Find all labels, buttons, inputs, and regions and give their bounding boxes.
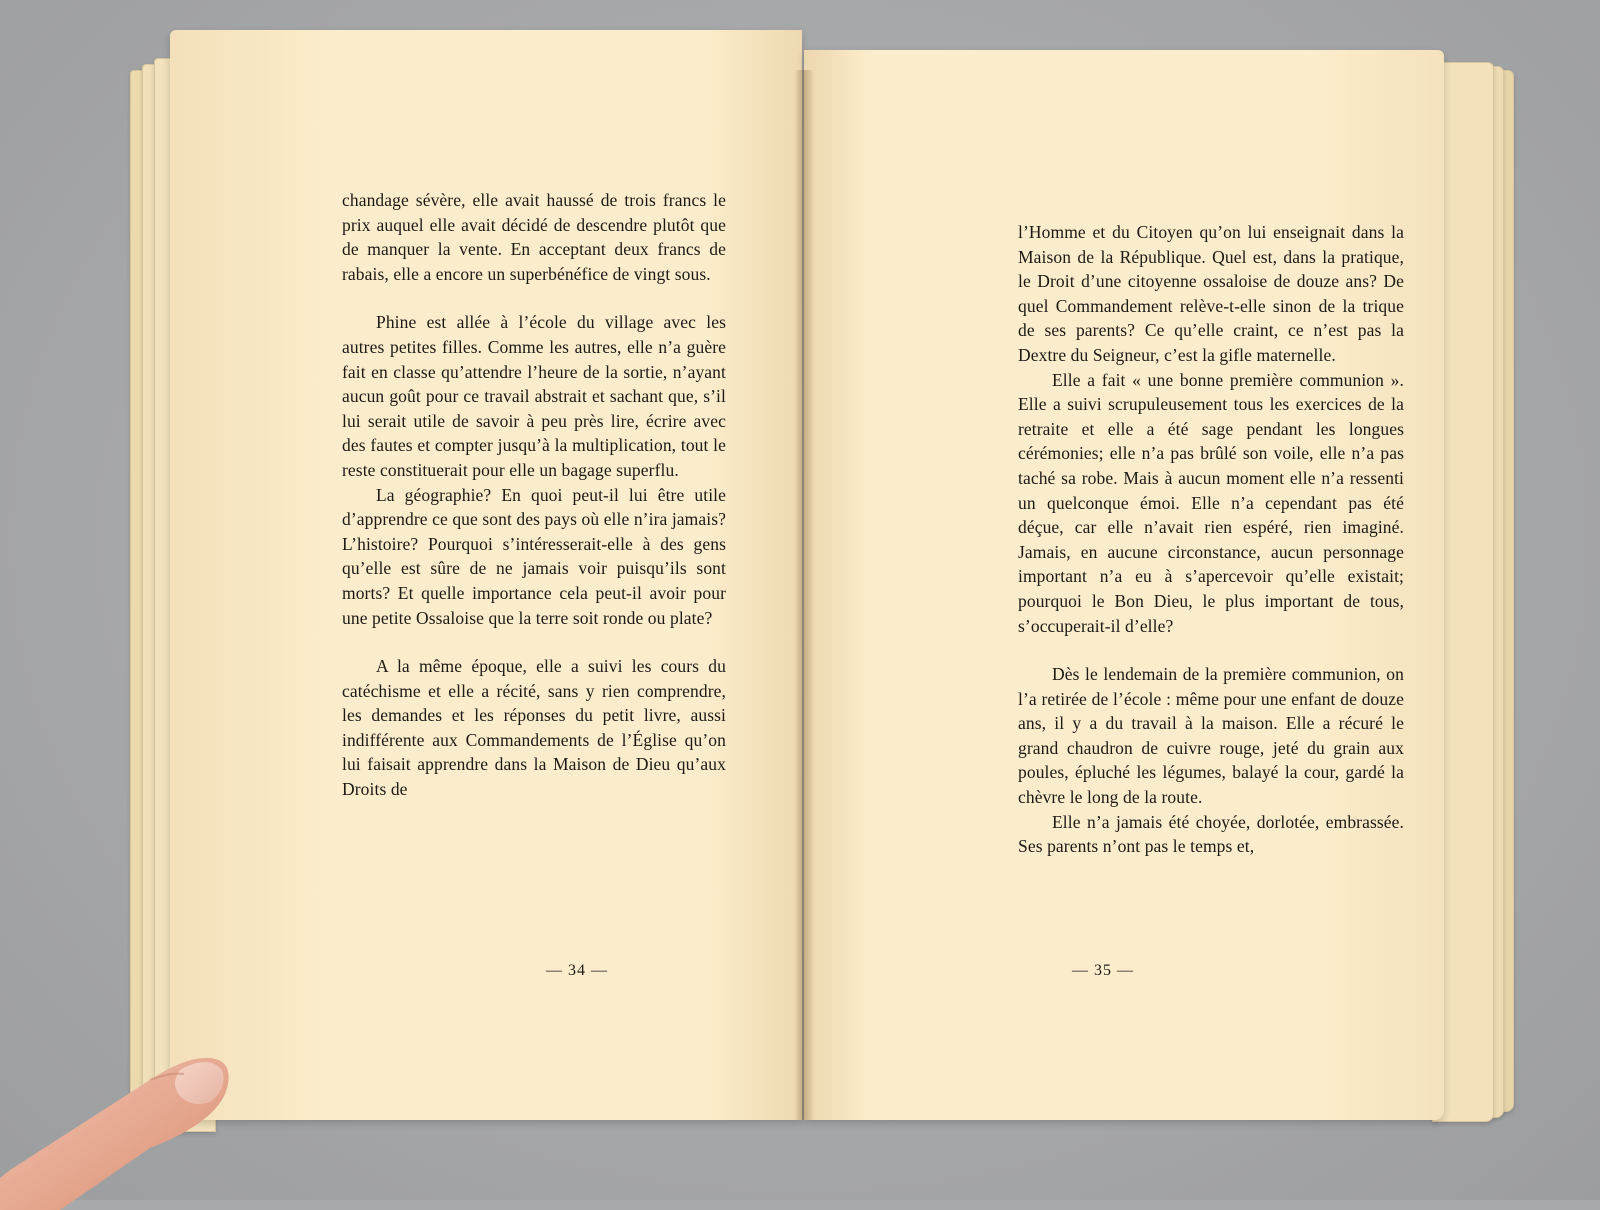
right-page	[804, 50, 1444, 1120]
open-book	[120, 30, 1520, 1140]
left-page-text	[342, 188, 726, 802]
paragraph: l’Homme et du Citoyen qu’on lui enseignait dans la Maison de la République. Quel est, dans la pratique, le Droit d’une citoyenne ossaloise de douze ans? De quel Commandement relève-t-elle sinon de la trique de ses parents? Ce qu’elle craint, ce n’est pas la Dextre du Seigneur, c’est la gifle maternelle.	[1018, 222, 1404, 365]
paragraph: Phine est allée à l’école du village avec les autres petites filles. Comme les autres, elle n’a guère fait en classe qu’attendre l’heure de la sortie, n’ayant aucun goût pour ce travail abstrait et sachant que, s’il lui serait utile de savoir à peu près lire, écrire avec des fautes et compter jusqu’à la multiplication, tout le reste constituerait pour elle un bagage superflu.	[342, 312, 726, 480]
thumb-photo	[0, 1010, 240, 1210]
paragraph: A la même époque, elle a suivi les cours du catéchisme et elle a récité, sans y rien comprendre, les demandes et les réponses du petit livre, aussi indifférente aux Commandements de l’Église qu’on lui faisait apprendre dans la Maison de Dieu qu’aux Droits de	[342, 656, 726, 800]
book-gutter	[794, 70, 814, 1120]
paragraph: Elle a fait « une bonne première communion ». Elle a suivi scrupuleusement tous les exercices de la retraite et elle a été sage pendant les longues cérémonies; elle n’a pas brûlé son voile, elle n’a pas taché sa robe. Mais à aucun moment elle n’a ressenti un quelconque émoi. Elle n’a cependant pas été déçue, car elle n’avait rien espéré, rien imaginé. Jamais, en aucune circonstance, aucun personnage important n’a eu à s’apercevoir qu’elle existait; pourquoi le Bon Dieu, le plus important de tous, s’occuperait-il d’elle?	[1018, 369, 1404, 636]
paragraph: chandage sévère, elle avait haussé de trois francs le prix auquel elle avait décidé de descendre plutôt que de manquer la vente. En acceptant deux francs de rabais, elle a encore un superbénéfice de vingt sous.	[342, 190, 726, 284]
paragraph: Elle n’a jamais été choyée, dorlotée, embrassée. Ses parents n’ont pas le temps et,	[1018, 811, 1404, 857]
right-page-text	[1018, 220, 1404, 859]
paragraph: La géographie? En quoi peut-il lui être utile d’apprendre ce que sont des pays où elle n’ira jamais? L’histoire? Pourquoi s’intéresserait-elle à des gens qu’elle est sûre de ne jamais voir puisqu’ils sont morts? Et quelle importance cela peut-il avoir pour une petite Ossaloise que la terre soit ronde ou plate?	[342, 484, 726, 628]
left-page	[170, 30, 802, 1120]
paragraph: Dès le lendemain de la première communion, on l’a retirée de l’école : même pour une enfant de douze ans, il y a du travail à la maison. Elle a récuré le grand chaudron de cuivre rouge, jeté du grain aux poules, épluché les légumes, balayé la cour, gardé la chèvre le long de la route.	[1018, 664, 1404, 808]
page-number: — 34 —	[546, 962, 608, 979]
page-number: — 35 —	[1072, 962, 1134, 979]
